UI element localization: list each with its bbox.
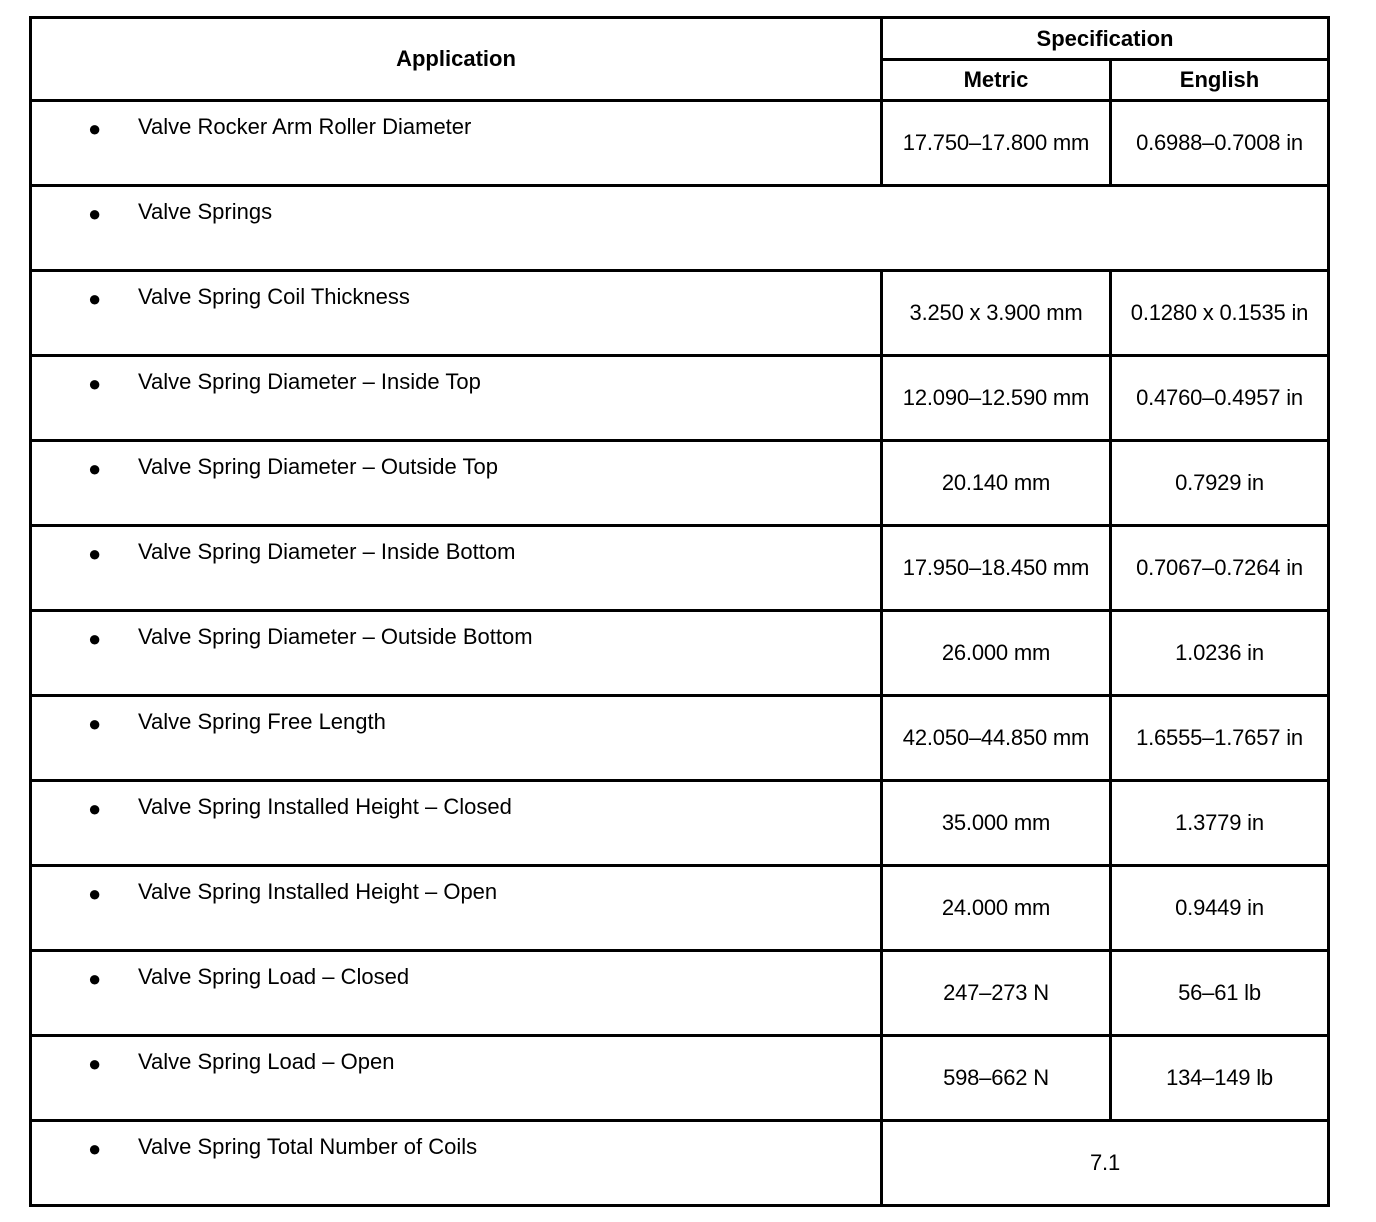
bullet-icon: ● [88,1051,102,1076]
metric-cell: 598–662 N [882,1036,1111,1121]
application-cell: ● Valve Spring Coil Thickness [31,271,882,356]
application-cell: ● Valve Spring Installed Height – Closed [31,781,882,866]
table-row [31,101,1329,186]
header-english: English [1111,60,1329,101]
metric-cell: 42.050–44.850 mm [882,696,1111,781]
application-cell: ● Valve Spring Diameter – Outside Bottom [31,611,882,696]
table-row [31,356,1329,441]
bullet-icon: ● [88,1136,102,1161]
application-cell: ● Valve Spring Diameter – Inside Bottom [31,526,882,611]
application-cell: ● Valve Spring Free Length [31,696,882,781]
bullet-icon: ● [88,881,102,906]
header-specification: Specification [882,18,1329,60]
metric-cell: 26.000 mm [882,611,1111,696]
english-cell: 1.3779 in [1111,781,1329,866]
bullet-icon: ● [88,201,102,226]
header-application: Application [31,18,882,101]
bullet-icon: ● [88,456,102,481]
application-cell: ● Valve Rocker Arm Roller Diameter [31,101,882,186]
english-cell: 0.6988–0.7008 in [1111,101,1329,186]
english-cell: 0.1280 x 0.1535 in [1111,271,1329,356]
english-cell: 1.6555–1.7657 in [1111,696,1329,781]
table-row [31,866,1329,951]
application-cell: ● Valve Spring Load – Open [31,1036,882,1121]
table-row [31,1036,1329,1121]
application-cell: ● Valve Spring Diameter – Outside Top [31,441,882,526]
table-row [31,526,1329,611]
metric-cell: 35.000 mm [882,781,1111,866]
table-row [31,611,1329,696]
bullet-icon: ● [88,966,102,991]
application-cell: ● Valve Spring Diameter – Inside Top [31,356,882,441]
english-cell: 134–149 lb [1111,1036,1329,1121]
bullet-icon: ● [88,371,102,396]
english-cell: 0.4760–0.4957 in [1111,356,1329,441]
metric-cell: 17.750–17.800 mm [882,101,1111,186]
english-cell: 0.7067–0.7264 in [1111,526,1329,611]
table-row [31,271,1329,356]
table-row [31,1121,1329,1206]
metric-cell: 247–273 N [882,951,1111,1036]
bullet-icon: ● [88,541,102,566]
application-cell: ● Valve Spring Installed Height – Open [31,866,882,951]
bullet-icon: ● [88,796,102,821]
bullet-icon: ● [88,116,102,141]
english-cell: 1.0236 in [1111,611,1329,696]
metric-cell: 24.000 mm [882,866,1111,951]
metric-cell: 17.950–18.450 mm [882,526,1111,611]
application-cell: ● Valve Springs [31,186,1329,271]
table-row [31,441,1329,526]
bullet-icon: ● [88,286,102,311]
table-row [31,781,1329,866]
header-metric: Metric [882,60,1111,101]
metric-cell: 3.250 x 3.900 mm [882,271,1111,356]
metric-cell: 20.140 mm [882,441,1111,526]
english-cell: 0.9449 in [1111,866,1329,951]
english-cell: 0.7929 in [1111,441,1329,526]
table-row [31,186,1329,271]
bullet-icon: ● [88,711,102,736]
spec-table [29,16,1330,1207]
table-row [31,696,1329,781]
application-cell: ● Valve Spring Total Number of Coils [31,1121,882,1206]
application-cell: ● Valve Spring Load – Closed [31,951,882,1036]
english-cell: 56–61 lb [1111,951,1329,1036]
metric-cell: 12.090–12.590 mm [882,356,1111,441]
table-row [31,951,1329,1036]
bullet-icon: ● [88,626,102,651]
combined-spec-cell: 7.1 [882,1121,1329,1206]
